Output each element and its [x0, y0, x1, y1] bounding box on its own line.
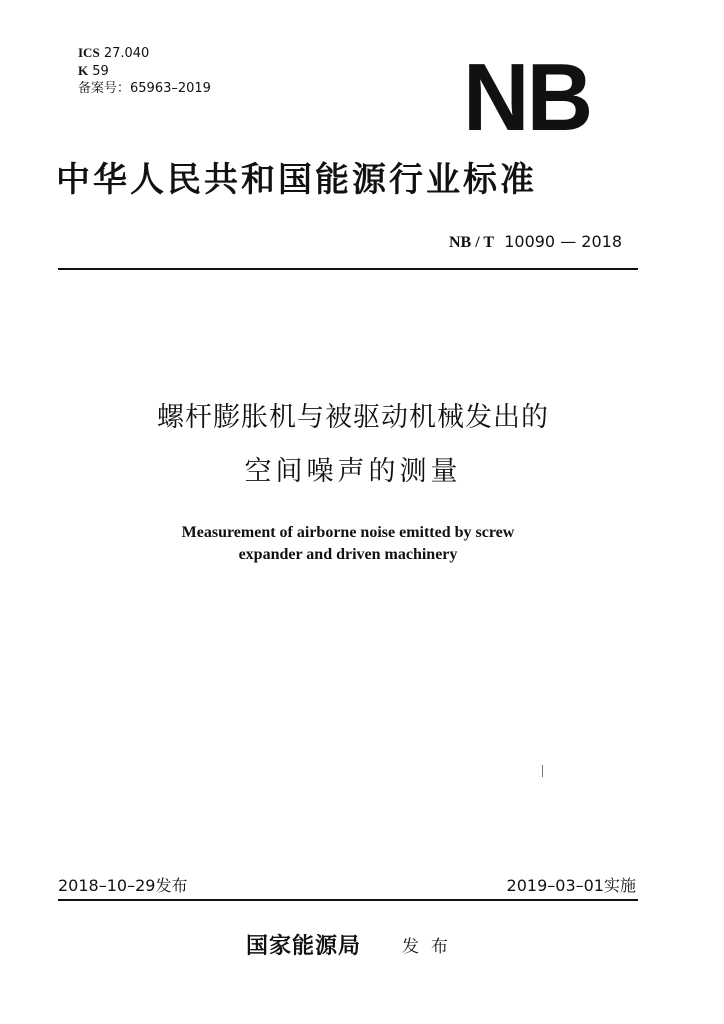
english-title-line-1: Measurement of airborne noise emitted by screw — [181, 524, 515, 541]
nb-logo: NB — [463, 44, 591, 151]
ics-value: 27.040 — [103, 46, 150, 61]
implementation-date: 2019–03–01实施 — [506, 876, 636, 895]
standard-year: 10090 — 2018 — [504, 232, 622, 251]
filing-number: 备案号：65963–2019 — [78, 81, 211, 96]
standard-number — [449, 232, 622, 253]
scan-mark — [542, 765, 543, 777]
issue-date: 2018–10–29发布 — [58, 876, 188, 895]
standard-code: NB / T — [448, 234, 495, 251]
ccs-value: 59 — [92, 64, 109, 79]
ics-code — [78, 44, 149, 62]
chinese-title-line-1: 螺杆膨胀机与被驱动机械发出的 — [157, 402, 549, 433]
top-divider — [58, 268, 638, 270]
bottom-divider — [58, 899, 638, 901]
chinese-title-line-2: 空间噪声的测量 — [244, 456, 462, 487]
english-title-line-2: expander and driven machinery — [238, 546, 458, 563]
ics-label: ICS — [78, 45, 100, 60]
organization-title: 中华人民共和国能源行业标准 — [56, 160, 537, 200]
issuing-authority: 国家能源局 — [246, 933, 362, 959]
release-label: 发布 — [402, 937, 460, 957]
ccs-code — [78, 62, 109, 80]
ccs-label: K — [78, 63, 89, 78]
